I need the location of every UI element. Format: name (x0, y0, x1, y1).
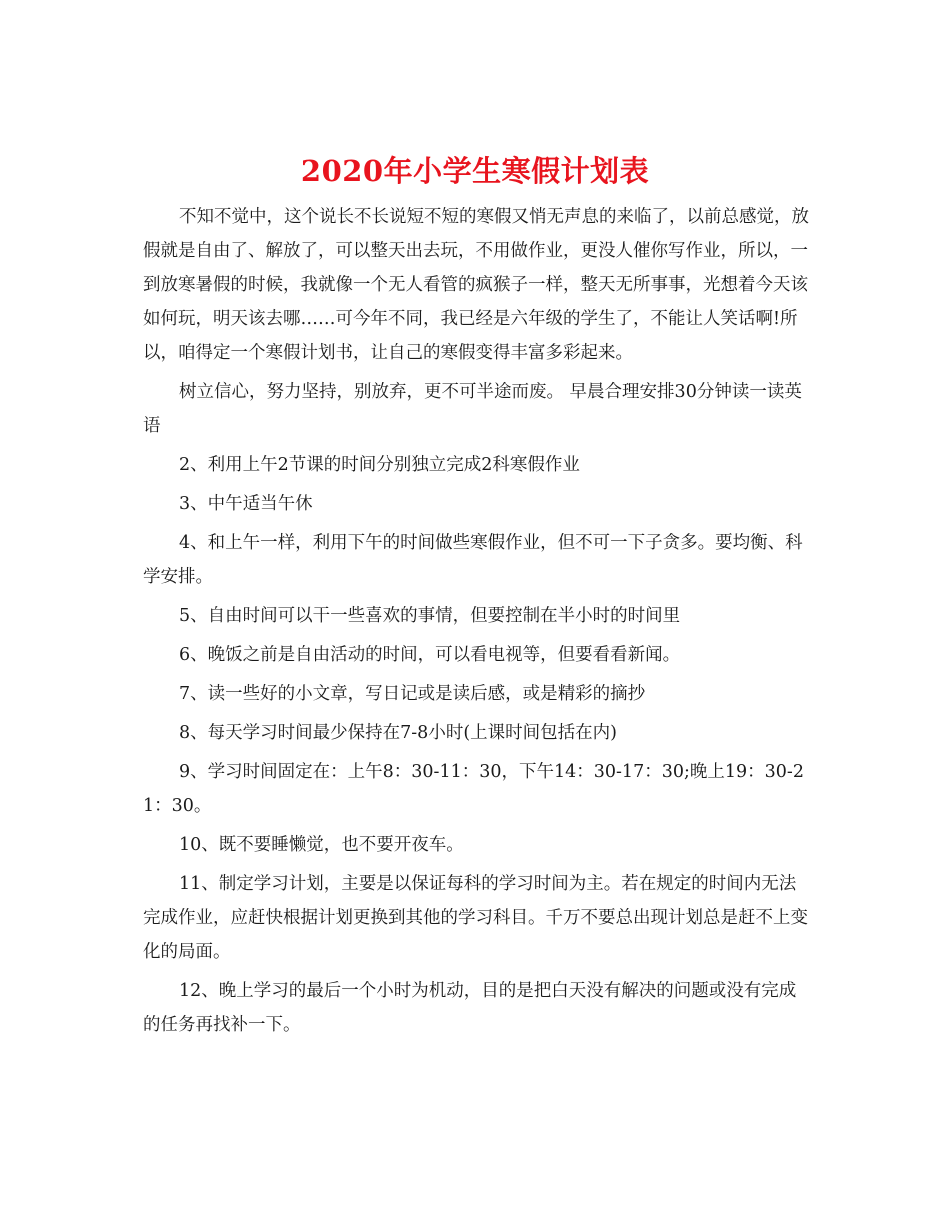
plan-item-7: 7、读一些好的小文章，写日记或是读后感，或是精彩的摘抄 (179, 684, 646, 704)
plan-item-2: 2、利用上午2节课的时间分别独立完成2科寒假作业 (179, 455, 580, 475)
intro-paragraph: 不知不觉中，这个说长不长说短不短的寒假又悄无声息的来临了，以前总感觉，放假就是自由了、解放了，可以整天出去玩，不用做作业，更没人催你写作业，所以，一到放寒暑假的时候，我就像一个无人看管的疯猴子一样，整天无所事事，光想着今天该如何玩，明天该去哪……可今年不同，我已经是六年级的学生了，不能让人笑话啊!所以，咱得定一个寒假计划书，让自己的寒假变得丰富多彩起来。 (143, 207, 809, 363)
document-title: 2020年小学生寒假计划表 (300, 154, 650, 189)
plan-item-9: 9、学习时间固定在：上午8：30-11：30，下午14：30-17：30;晚上19：30-21：30。 (143, 762, 804, 816)
plan-item-10: 10、既不要睡懒觉，也不要开夜车。 (179, 835, 464, 855)
plan-item-6: 6、晚饭之前是自由活动的时间，可以看电视等，但要看看新闻。 (179, 645, 681, 665)
plan-item-1: 树立信心，努力坚持，别放弃，更不可半途而废。 早晨合理安排30分钟读一读英语 (143, 382, 802, 436)
plan-item-5: 5、自由时间可以干一些喜欢的事情，但要控制在半小时的时间里 (179, 606, 681, 626)
plan-item-4: 4、和上午一样，利用下午的时间做些寒假作业，但不可一下子贪多。要均衡、科学安排。 (143, 533, 803, 587)
plan-item-8: 8、每天学习时间最少保持在7-8小时(上课时间包括在内) (179, 723, 617, 743)
plan-item-11: 11、制定学习计划，主要是以保证每科的学习时间为主。若在规定的时间内无法完成作业，应赶快根据计划更换到其他的学习科目。千万不要总出现计划总是赶不上变化的局面。 (143, 874, 808, 962)
document-body (143, 200, 811, 1047)
plan-item-3: 3、中午适当午休 (179, 494, 313, 514)
plan-item-12: 12、晚上学习的最后一个小时为机动，目的是把白天没有解决的问题或没有完成的任务再找补一下。 (143, 981, 797, 1035)
